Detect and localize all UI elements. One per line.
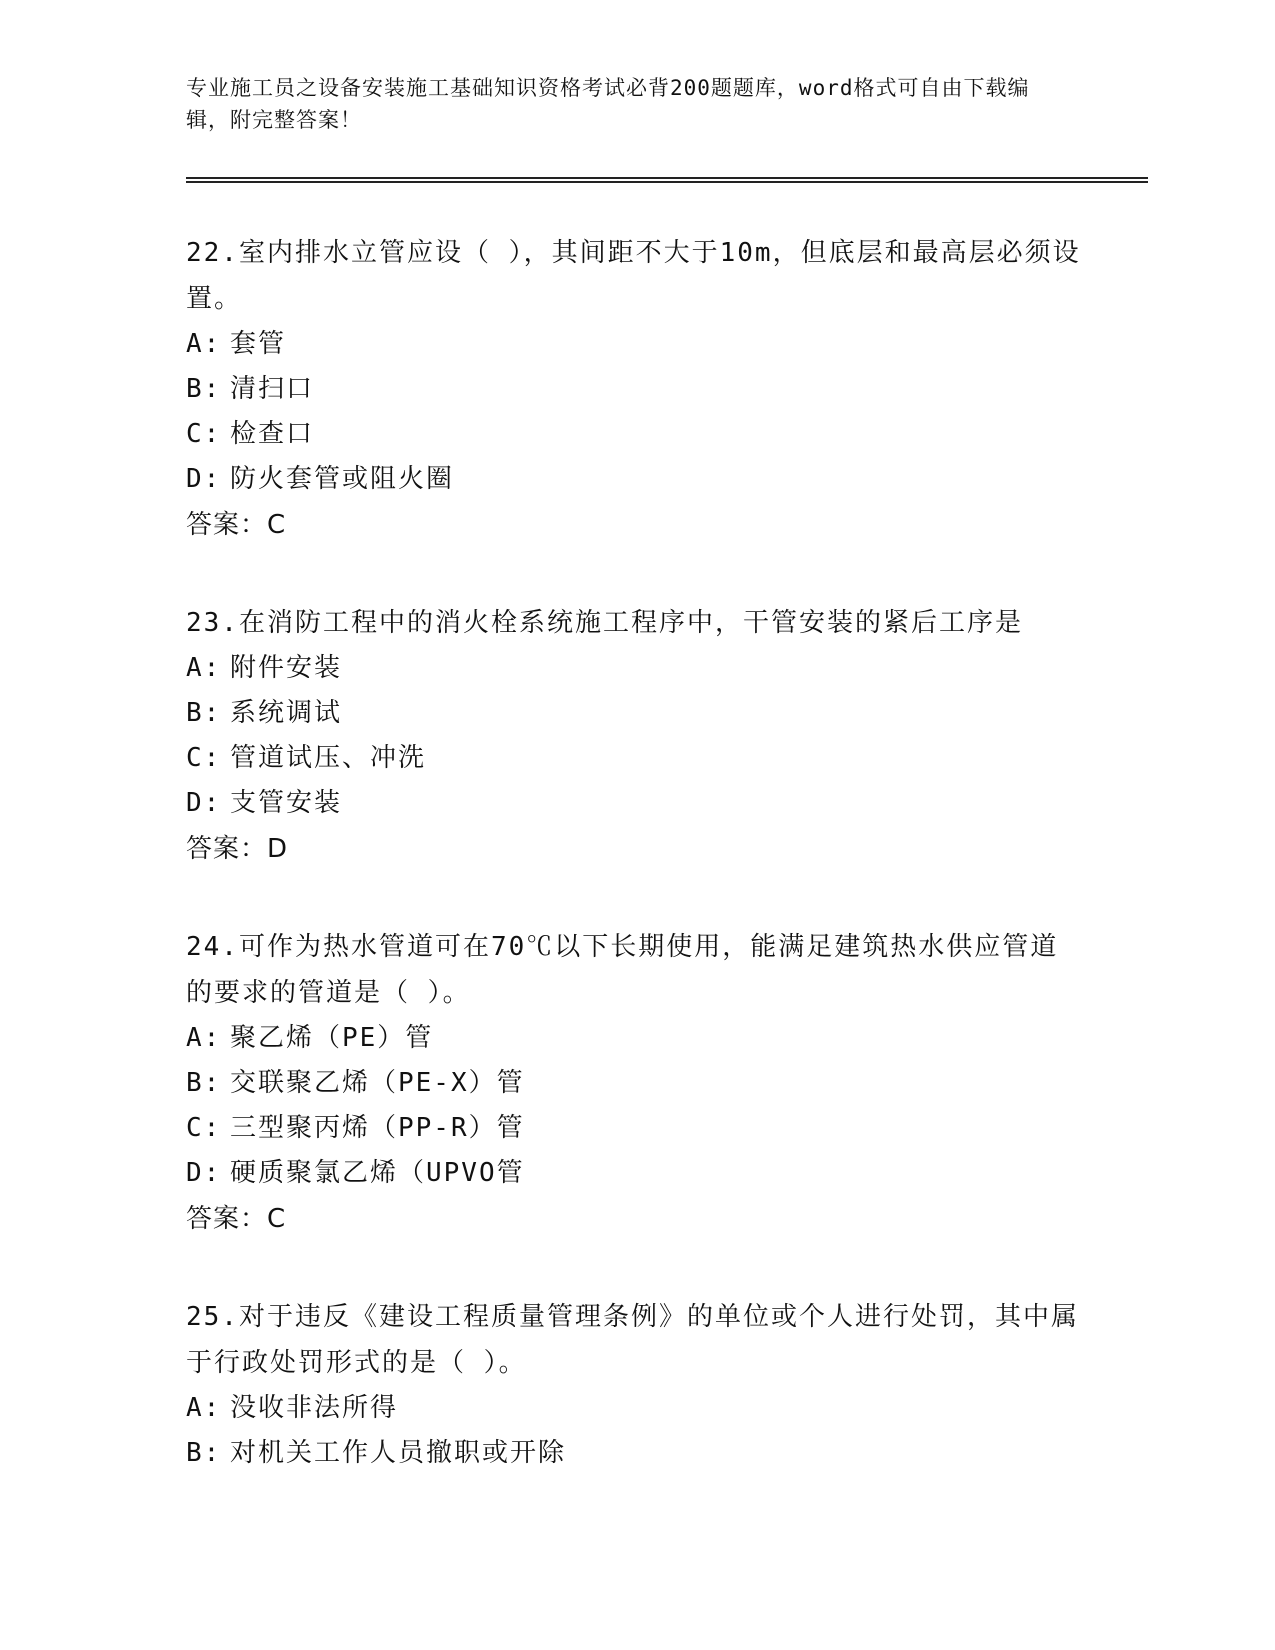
option-a — [186, 1016, 1086, 1061]
answer-line: 答案：C — [186, 510, 287, 540]
option-key: A: — [186, 1023, 222, 1053]
option-key: C: — [186, 743, 222, 773]
option-c — [186, 412, 1086, 457]
option-text: 聚乙烯（PE）管 — [230, 1023, 434, 1053]
option-text: 对机关工作人员撤职或开除 — [230, 1438, 567, 1468]
question-stem: 23.在消防工程中的消火栓系统施工程序中，干管安装的紧后工序是 — [186, 608, 1023, 638]
option-b — [186, 691, 1086, 736]
option-b — [186, 1061, 1086, 1106]
option-a — [186, 646, 1086, 691]
option-key: D: — [186, 788, 222, 818]
option-c — [186, 1106, 1086, 1151]
option-text: 支管安装 — [230, 788, 343, 818]
option-b — [186, 367, 1086, 412]
option-key: B: — [186, 374, 222, 404]
option-text: 交联聚乙烯（PE-X）管 — [230, 1068, 525, 1098]
option-d — [186, 1151, 1086, 1196]
question-stem: 22.室内排水立管应设（ ），其间距不大于10m，但底层和最高层必须设置。 — [186, 238, 1081, 314]
option-key: D: — [186, 464, 222, 494]
option-text: 三型聚丙烯（PP-R）管 — [230, 1113, 525, 1143]
option-key: A: — [186, 329, 222, 359]
option-text: 没收非法所得 — [230, 1393, 399, 1423]
option-key: B: — [186, 1068, 222, 1098]
option-text: 防火套管或阻火圈 — [230, 464, 455, 494]
option-a — [186, 322, 1086, 367]
option-text: 清扫口 — [230, 374, 315, 404]
question-stem: 24.可作为热水管道可在70℃以下长期使用，能满足建筑热水供应管道的要求的管道是（ ）。 — [186, 932, 1059, 1008]
header-divider-top — [186, 177, 1148, 179]
header-divider-bottom — [186, 181, 1148, 183]
option-key: B: — [186, 698, 222, 728]
answer-line: 答案：C — [186, 1204, 287, 1234]
option-text: 附件安装 — [230, 653, 343, 683]
question-23 — [186, 600, 1086, 872]
question-22 — [186, 230, 1086, 548]
option-key: A: — [186, 1393, 222, 1423]
option-key: C: — [186, 419, 222, 449]
option-d — [186, 457, 1086, 502]
question-stem: 25.对于违反《建设工程质量管理条例》的单位或个人进行处罚，其中属于行政处罚形式的是（ ）。 — [186, 1302, 1079, 1378]
option-text: 检查口 — [230, 419, 315, 449]
question-24 — [186, 924, 1086, 1242]
option-key: D: — [186, 1158, 222, 1188]
option-text: 系统调试 — [230, 698, 343, 728]
option-c — [186, 736, 1086, 781]
option-key: C: — [186, 1113, 222, 1143]
option-b — [186, 1431, 1086, 1476]
option-a — [186, 1386, 1086, 1431]
option-d — [186, 781, 1086, 826]
option-key: A: — [186, 653, 222, 683]
question-25 — [186, 1294, 1086, 1476]
answer-line: 答案：D — [186, 834, 289, 864]
question-list — [186, 230, 1086, 1528]
option-text: 硬质聚氯乙烯（UPVO管 — [230, 1158, 525, 1188]
option-text: 套管 — [230, 329, 287, 359]
document-header: 专业施工员之设备安装施工基础知识资格考试必背200题题库，word格式可自由下载编辑，附完整答案！ — [186, 76, 1030, 132]
option-text: 管道试压、冲洗 — [230, 743, 427, 773]
option-key: B: — [186, 1438, 222, 1468]
